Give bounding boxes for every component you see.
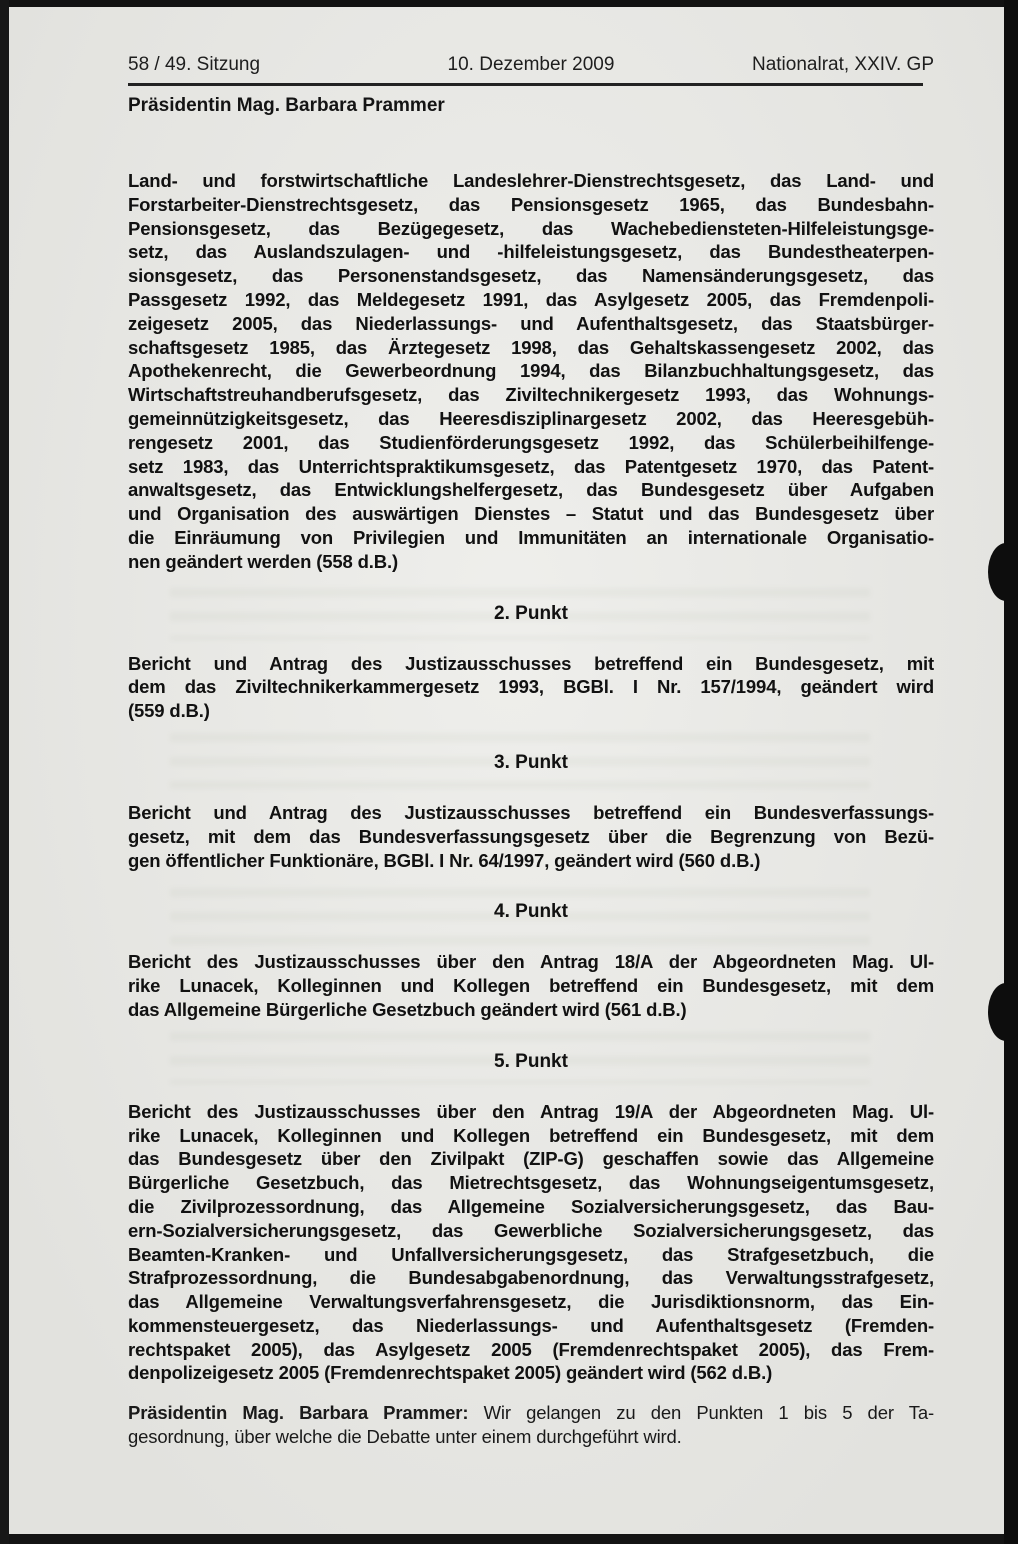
text-line: denpolizeigesetz 2005 (Fremdenrechtspaket 2005) geändert wird (562 d.B.) <box>128 1362 773 1384</box>
text-line: rechtspaket 2005), das Asylgesetz 2005 (Fremdenrechtspaket 2005), das Frem- <box>128 1338 934 1360</box>
text-line: ern-Sozialversicherungsgesetz, das Gewerbliche Sozialversicherungsgesetz, das <box>128 1219 934 1241</box>
header-parliament-label: Nationalrat, XXIV. GP <box>751 54 934 75</box>
text-line: Bürgerliche Gesetzbuch, das Mietrechtsgesetz, das Wohnungseigentumsgesetz, <box>128 1172 934 1194</box>
text-line: gesetz, mit dem das Bundesverfassungsgesetz über die Begrenzung von Bezü- <box>128 825 934 847</box>
header-divider-rule <box>128 83 923 86</box>
body-paragraph <box>128 801 934 872</box>
binder-hole-mark <box>988 983 1018 1041</box>
text-line: die Einräumung von Privilegien und Immunitäten an internationale Organisatio- <box>128 526 934 548</box>
agenda-item-heading: 5. Punkt <box>494 1050 568 1072</box>
text-line: Bericht des Justizausschusses über den Antrag 18/A der Abgeordneten Mag. Ul- <box>128 951 934 973</box>
body-paragraph <box>128 950 934 1021</box>
page-header <box>128 0 934 76</box>
speaker-name: Präsidentin Mag. Barbara Prammer: <box>128 1402 469 1424</box>
text-line: das Allgemeine Bürgerliche Gesetzbuch geändert wird (561 d.B.) <box>128 998 687 1020</box>
speech-paragraph <box>128 1401 934 1449</box>
binder-hole-mark <box>988 543 1018 601</box>
header-date: 10. Dezember 2009 <box>447 54 615 75</box>
text-line: rike Lunacek, Kolleginnen und Kollegen betreffend ein Bundesgesetz, mit dem <box>128 975 934 997</box>
text-line: Strafprozessordnung, die Bundesabgabenordnung, das Verwaltungsstrafgesetz, <box>128 1267 934 1289</box>
agenda-item-heading: 3. Punkt <box>494 751 568 773</box>
text-line: setz, das Auslandszulagen- und -hilfeleistungsgesetz, das Bundestheaterpen- <box>128 241 934 263</box>
agenda-item-heading: 4. Punkt <box>494 901 568 923</box>
text-line: rengesetz 2001, das Studienförderungsgesetz 1992, das Schülerbeihilfenge- <box>128 431 934 453</box>
text-line: setz 1983, das Unterrichtspraktikumsgesetz, das Patentgesetz 1970, das Patent- <box>128 455 934 477</box>
text-line: Apothekenrecht, die Gewerbeordnung 1994, das Bilanzbuchhaltungsgesetz, das <box>128 360 934 382</box>
text-line: die Zivilprozessordnung, das Allgemeine Sozialversicherungsgesetz, das Bau- <box>128 1195 934 1217</box>
text-line: Bericht und Antrag des Justizausschusses betreffend ein Bundesverfassungs- <box>128 801 934 823</box>
scan-edge-right <box>1004 0 1018 1544</box>
text-line: Beamten-Kranken- und Unfallversicherungsgesetz, das Strafgesetzbuch, die <box>128 1243 934 1265</box>
text-line: (559 d.B.) <box>128 700 210 722</box>
text-line: Land- und forstwirtschaftliche Landeslehrer-Dienstrechtsgesetz, das Land- und <box>128 170 934 191</box>
page-content <box>128 0 934 1449</box>
text-line: Passgesetz 1992, das Meldegesetz 1991, das Asylgesetz 2005, das Fremdenpoli- <box>128 288 934 310</box>
agenda-item-heading: 2. Punkt <box>494 602 568 624</box>
text-line: gemeinnützigkeitsgesetz, das Heeresdisziplinargesetz 2002, das Heeresgebüh- <box>128 407 934 429</box>
text-line <box>128 1401 934 1425</box>
text-line: das Bundesgesetz über den Zivilpakt (ZIP-G) geschaffen sowie das Allgemeine <box>128 1148 934 1170</box>
text-line: rike Lunacek, Kolleginnen und Kollegen betreffend ein Bundesgesetz, mit dem <box>128 1124 934 1146</box>
text-line: Bericht des Justizausschusses über den Antrag 19/A der Abgeordneten Mag. Ul- <box>128 1100 934 1122</box>
text-line: das Allgemeine Verwaltungsverfahrensgesetz, die Jurisdiktionsnorm, das Ein- <box>128 1291 934 1313</box>
body-paragraph <box>128 1100 934 1386</box>
running-speaker-line: Präsidentin Mag. Barbara Prammer <box>128 95 445 116</box>
text-line: Forstarbeiter-Dienstrechtsgesetz, das Pensionsgesetz 1965, das Bundesbahn- <box>128 193 934 215</box>
text-line: Pensionsgesetz, das Bezügegesetz, das Wachebediensteten-Hilfeleistungsge- <box>128 217 934 239</box>
text-line: Wirtschaftstreuhandberufsgesetz, das Ziviltechnikergesetz 1993, das Wohnungs- <box>128 384 934 406</box>
body-paragraph <box>128 652 934 723</box>
scan-edge-bottom <box>0 1534 1018 1544</box>
text-line: anwaltsgesetz, das Entwicklungshelfergesetz, das Bundesgesetz über Aufgaben <box>128 479 934 501</box>
document-body <box>128 169 934 1449</box>
text-line: schaftsgesetz 1985, das Ärztegesetz 1998, das Gehaltskassengesetz 2002, das <box>128 336 934 358</box>
body-paragraph <box>128 169 934 574</box>
text-line: Bericht und Antrag des Justizausschusses betreffend ein Bundesgesetz, mit <box>128 652 934 674</box>
scan-edge-left <box>0 0 9 1544</box>
scan-edge-top <box>0 0 1018 7</box>
header-session-number: 58 / 49. Sitzung <box>128 54 261 75</box>
text-line: sionsgesetz, das Personenstandsgesetz, das Namensänderungsgesetz, das <box>128 265 934 287</box>
text-line: und Organisation des auswärtigen Dienstes – Statut und das Bundesgesetz über <box>128 503 934 525</box>
text-line: gen öffentlicher Funktionäre, BGBl. I Nr. 64/1997, geändert wird (560 d.B.) <box>128 849 761 871</box>
speech-text: Wir gelangen zu den Punkten 1 bis 5 der Ta- <box>483 1402 934 1424</box>
text-line: zeigesetz 2005, das Niederlassungs- und Aufenthaltsgesetz, das Staatsbürger- <box>128 312 934 334</box>
text-line: dem das Ziviltechnikerkammergesetz 1993, BGBl. I Nr. 157/1994, geändert wird <box>128 676 934 698</box>
text-line: kommensteuergesetz, das Niederlassungs- und Aufenthaltsgesetz (Fremden- <box>128 1314 934 1336</box>
text-line: nen geändert werden (558 d.B.) <box>128 550 398 572</box>
text-line: gesordnung, über welche die Debatte unter einem durchgeführt wird. <box>128 1426 682 1448</box>
